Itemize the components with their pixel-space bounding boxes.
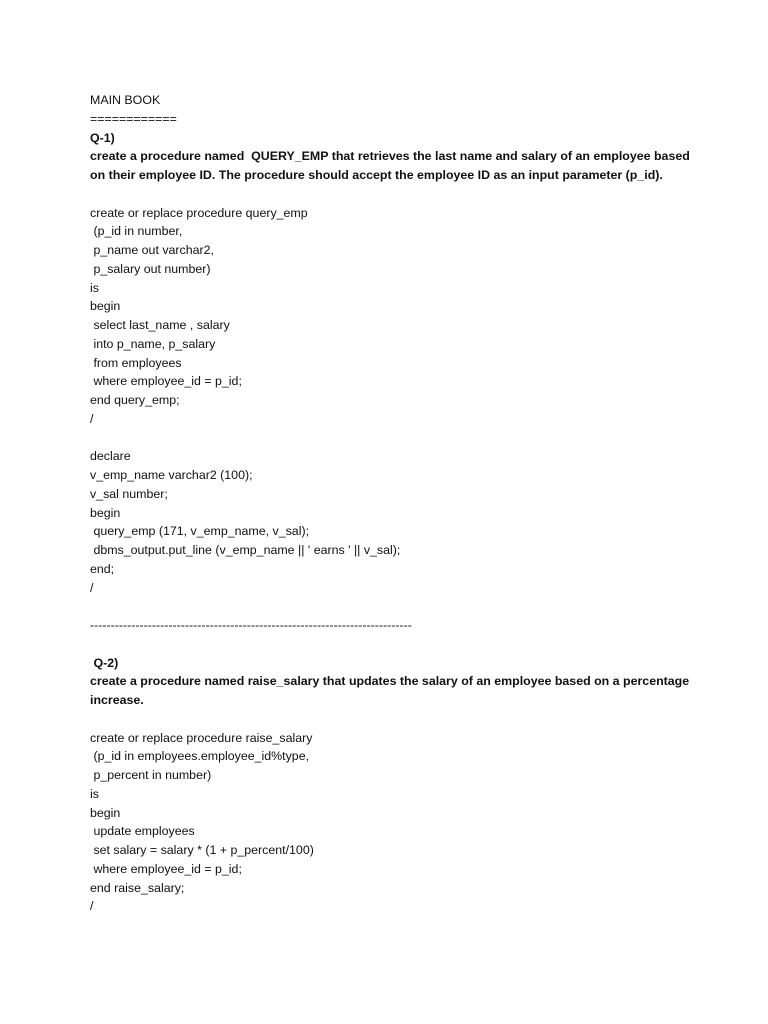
question-2-label: Q-2) — [90, 655, 119, 670]
code-line: select last_name , salary — [90, 318, 230, 332]
code-line: dbms_output.put_line (v_emp_name || ' earns ' || v_sal); — [90, 543, 401, 557]
code-line: (p_id in employees.employee_id%type, — [90, 749, 310, 764]
spacer — [90, 429, 710, 448]
question-1-anonymous-block-code — [90, 447, 710, 597]
code-line: p_salary out number) — [90, 261, 211, 276]
spacer — [90, 635, 710, 654]
code-line: set salary = salary * (1 + p_percent/100) — [90, 843, 314, 857]
code-line: begin — [90, 805, 121, 820]
question-1-text-line-1: create a procedure named QUERY_EMP that retrieves the last name and salary of an employee based — [90, 149, 690, 164]
code-line: end raise_salary; — [90, 880, 185, 895]
code-line: where employee_id = p_id; — [90, 374, 242, 389]
code-line: create or replace procedure raise_salary — [90, 730, 313, 745]
code-line: begin — [90, 505, 121, 520]
question-2-text-line-2: increase. — [90, 693, 144, 707]
section-separator: ------------------------------------------------------------------------------ — [90, 618, 412, 632]
code-line: where employee_id = p_id; — [90, 861, 242, 876]
document-page — [90, 91, 710, 916]
question-2-procedure-code — [90, 729, 710, 917]
code-line: is — [90, 786, 99, 801]
code-line: create or replace procedure query_emp — [90, 205, 308, 220]
code-line: v_sal number; — [90, 486, 168, 501]
code-line: into p_name, p_salary — [90, 336, 216, 351]
code-line: / — [90, 580, 94, 595]
code-line: update employees — [90, 824, 195, 839]
code-line: from employees — [90, 355, 182, 370]
code-line: / — [90, 899, 94, 914]
spacer — [90, 710, 710, 729]
spacer — [90, 185, 710, 204]
code-line: end query_emp; — [90, 393, 180, 407]
question-1-label: Q-1) — [90, 130, 115, 145]
spacer — [90, 597, 710, 616]
code-line: query_emp (171, v_emp_name, v_sal); — [90, 524, 310, 539]
code-line: is — [90, 280, 99, 295]
code-line: end; — [90, 561, 115, 576]
title-underline: ============ — [90, 111, 177, 126]
question-1-procedure-code — [90, 204, 710, 429]
code-line: (p_id in number, — [90, 224, 183, 239]
code-line: declare — [90, 449, 131, 464]
code-line: p_name out varchar2, — [90, 243, 214, 257]
code-line: begin — [90, 299, 121, 314]
question-2-text-line-1: create a procedure named raise_salary that updates the salary of an employee based on a percentage — [90, 674, 690, 689]
code-line: p_percent in number) — [90, 768, 212, 782]
book-title: MAIN BOOK — [90, 93, 161, 107]
code-line: / — [90, 411, 94, 426]
question-1-text-line-2: on their employee ID. The procedure should accept the employee ID as an input parameter (p_id). — [90, 168, 663, 182]
code-line: v_emp_name varchar2 (100); — [90, 468, 253, 482]
